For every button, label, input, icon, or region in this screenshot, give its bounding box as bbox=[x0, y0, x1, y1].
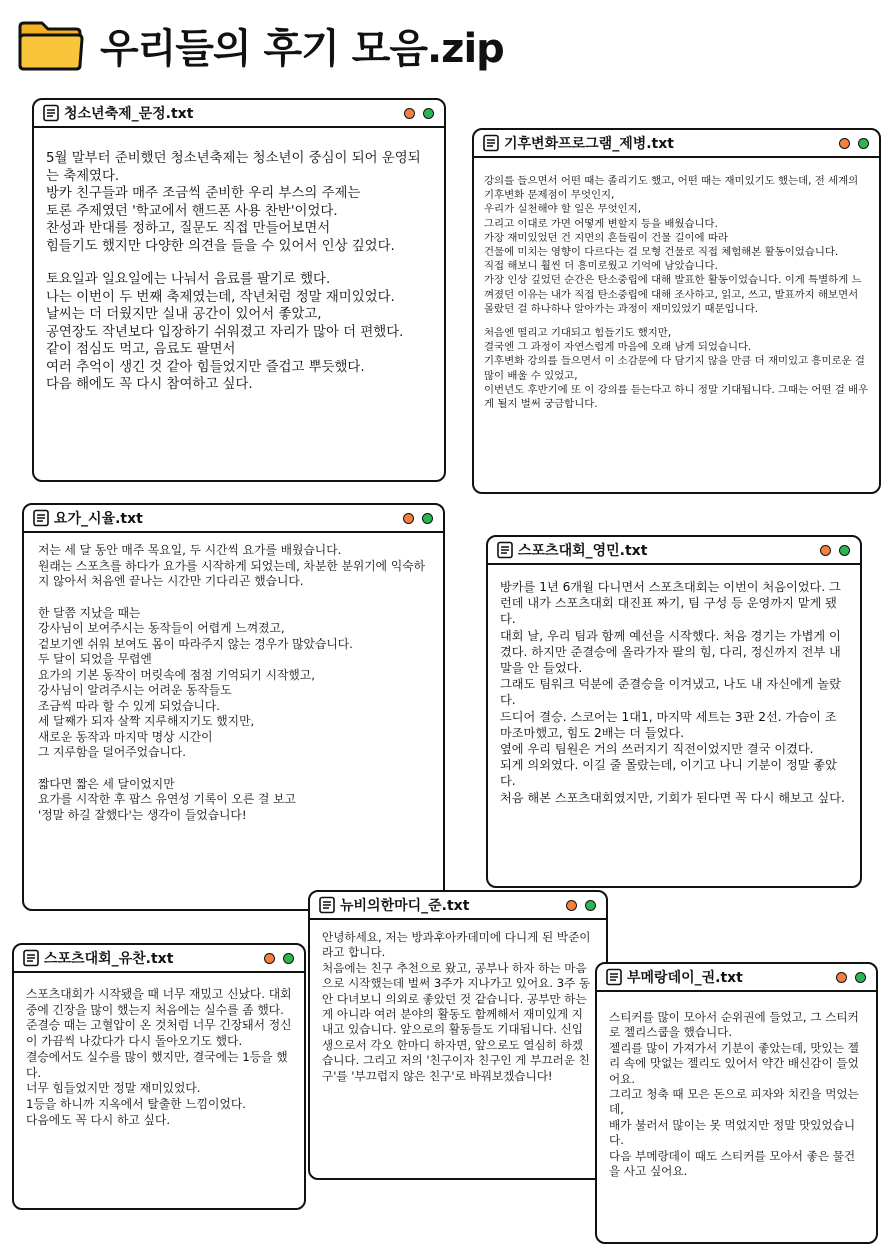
review-window-climate bbox=[472, 128, 881, 494]
maximize-button[interactable] bbox=[423, 108, 434, 119]
minimize-button[interactable] bbox=[404, 108, 415, 119]
window-title: 부메랑데이_권.txt bbox=[627, 970, 743, 986]
window-titlebar bbox=[34, 100, 444, 128]
review-paragraph: 토요일과 일요일에는 나눠서 음료를 팔기로 했다. 나는 이번이 두 번째 축제였는데, 작년처럼 정말 재미있었다. 날씨는 더 더웠지만 실내 공간이 있어서 좋았고, 공연장도 작년보다 입장하기 쉬워졌고 자리가 많아 더 편했다. 같이 점심도 먹고, 음료도 팔면서 여러 추억이 생긴 것 같아 힘들었지만 즐겁고 뿌듯했다. 다음 해에도 꼭 다시 참여하고 싶다. bbox=[46, 272, 404, 392]
review-window-sports-yeongmin bbox=[486, 535, 862, 888]
review-window-boomerang bbox=[595, 962, 878, 1244]
window-titlebar bbox=[24, 505, 443, 533]
window-titlebar bbox=[474, 130, 879, 158]
review-window-sports-yuchan bbox=[12, 943, 306, 1210]
maximize-button[interactable] bbox=[283, 953, 294, 964]
maximize-button[interactable] bbox=[839, 545, 850, 556]
window-title: 요가_시율.txt bbox=[54, 511, 143, 527]
review-paragraph: 짧다면 짧은 세 달이었지만 요가를 시작한 후 팝스 유연성 기록이 오른 걸 보고 '정말 하길 잘했다'는 생각이 들었습니다! bbox=[38, 776, 296, 822]
text-file-icon bbox=[318, 896, 336, 914]
page-header bbox=[16, 14, 504, 76]
window-titlebar bbox=[488, 537, 860, 565]
minimize-button[interactable] bbox=[836, 972, 847, 983]
review-paragraph: 스포츠대회가 시작됐을 때 너무 재밌고 신났다. 대회 중에 긴장을 많이 했는지 처음에는 실수를 좀 했다. 준결승 때는 고혈압이 온 것처럼 너무 긴장돼서 정신이 가끔씩 나갔다가 다시 돌아오기도 했다. 결승에서도 실수를 많이 했지만, 결국에는 1등을 했다. 너무 힘들었지만 정말 재미있었다. 1등을 하니까 지옥에서 탈출한 느낌이었다. 다음에도 꼭 다시 하고 싶다. bbox=[26, 987, 292, 1127]
text-file-icon bbox=[482, 134, 500, 152]
review-window-yoga bbox=[22, 503, 445, 911]
review-window-newbie bbox=[308, 890, 608, 1180]
minimize-button[interactable] bbox=[264, 953, 275, 964]
review-paragraph: 안녕하세요, 저는 방과후아카데미에 다니게 된 박준이라고 합니다. 처음에는 친구 추천으로 왔고, 공부나 하자 하는 마음으로 시작했는데 벌써 3주가 지나가고 있어요. 3주 동안 다녀보니 의외로 좋았던 것 같습니다. 공부만 하는 게 아니라 여러 분야의 활동도 함께해서 재미있게 지내고 있습니다. 앞으로의 활동들도 기대됩니다. 신입생으로서 각오 한마디 하자면, 앞으로도 열심히 하겠습니다. 그리고 저의 '친구이자 친구인 게 부끄러운 친구'를 '부끄럽지 않은 친구'로 바꿔보겠습니다! bbox=[322, 930, 591, 1083]
text-file-icon bbox=[496, 541, 514, 559]
minimize-button[interactable] bbox=[820, 545, 831, 556]
window-title: 스포츠대회_유찬.txt bbox=[44, 951, 174, 967]
review-paragraph: 한 달쯤 지났을 때는 강사님이 보여주시는 동작들이 어렵게 느껴졌고, 겉보기엔 쉬워 보여도 몸이 따라주지 않는 경우가 많았습니다. 두 달이 되었을 무렵엔 요가의 기본 동작이 머릿속에 점점 기억되기 시작했고, 강사님이 알려주시는 어려운 동작들도 조금씩 따라 할 수 있게 되었습니다. 세 달째가 되자 살짝 지루해지기도 했지만, 새로운 동작과 마지막 명상 시간이 그 지루함을 덜어주었습니다. bbox=[38, 605, 353, 759]
window-titlebar bbox=[597, 964, 876, 992]
folder-icon bbox=[16, 17, 86, 73]
text-file-icon bbox=[32, 509, 50, 527]
maximize-button[interactable] bbox=[858, 138, 869, 149]
review-paragraph: 방카를 1년 6개월 다니면서 스포츠대회는 이번이 처음이었다. 그런데 내가 스포츠대회 대진표 짜기, 팀 구성 등 운영까지 맡게 됐다. 대회 날, 우리 팀과 함께 예선을 시작했다. 처음 경기는 가볍게 이겼다. 하지만 준결승에 올라가자 팔의 힘, 다리, 정신까지 전부 내 말을 안 들었다. 그래도 팀워크 덕분에 준결승을 이겨냈고, 나도 내 자신에게 놀랐다. 드디어 결승. 스코어는 1대1, 마지막 세트는 3판 2선. 가슴이 조마조마했고, 힘도 2배는 더 들었다. 옆에 우리 팀원은 거의 쓰러지기 직전이었지만 결국 이겼다. 되게 의외였다. 이길 줄 몰랐는데, 이기고 나니 기분이 정말 좋았다. 처음 해본 스포츠대회였지만, 기회가 된다면 꼭 다시 해보고 싶다. bbox=[500, 580, 845, 805]
text-file-icon bbox=[605, 968, 623, 986]
review-paragraph: 저는 세 달 동안 매주 목요일, 두 시간씩 요가를 배웠습니다. 원래는 스포츠를 하다가 요가를 시작하게 되었는데, 차분한 분위기에 익숙하지 않아서 처음엔 끝나는 시간만 기다리곤 했습니다. bbox=[38, 543, 426, 588]
window-title: 청소년축제_문정.txt bbox=[64, 106, 194, 122]
window-title: 스포츠대회_영민.txt bbox=[518, 543, 648, 559]
maximize-button[interactable] bbox=[422, 513, 433, 524]
window-title: 뉴비의한마디_준.txt bbox=[340, 898, 470, 914]
review-window-festival bbox=[32, 98, 446, 482]
review-paragraph: 강의를 들으면서 어떤 때는 졸리기도 했고, 어떤 때는 재미있기도 했는데, 전 세계의 기후변화 문제점이 무엇인지, 우리가 실천해야 할 일은 무엇인지, 그리고 이대로 가면 어떻게 변할지 등을 배웠습니다. 가장 재미있었던 건 지면의 흔들림이 건물 길이에 따라 건물에 미치는 영향이 다르다는 걸 모형 건물로 직접 체험해본 활동이었습니다. 직접 해보니 훨씬 더 흥미로웠고 기억에 남았습니다. 가장 인상 깊었던 순간은 탄소중립에 대해 발표한 활동이었습니다. 이게 특별하게 느껴졌던 이유는 내가 직접 탄소중립에 대해 조사하고, 읽고, 쓰고, 발표까지 해보면서 몰랐던 걸 하나하나 알아가는 과정이 재미있었기 때문입니다. bbox=[484, 175, 862, 315]
minimize-button[interactable] bbox=[839, 138, 850, 149]
window-titlebar bbox=[310, 892, 606, 920]
maximize-button[interactable] bbox=[585, 900, 596, 911]
page-title: 우리들의 후기 모음.zip bbox=[100, 25, 504, 72]
window-title: 기후변화프로그램_제병.txt bbox=[504, 136, 674, 152]
text-file-icon bbox=[22, 949, 40, 967]
minimize-button[interactable] bbox=[403, 513, 414, 524]
review-paragraph: 스티커를 많이 모아서 순위권에 들었고, 그 스티커로 젤리스쿱을 했습니다. 젤리를 많이 가져가서 기분이 좋았는데, 맛있는 젤리 속에 맛없는 젤리도 있어서 약간 배신감이 들었어요. 그리고 청축 때 모은 돈으로 피자와 치킨을 먹었는데, 배가 불러서 많이는 못 먹었지만 정말 맛있었습니다. 다음 부메랑데이 때도 스티커를 모아서 좋은 물건을 사고 싶어요. bbox=[609, 1010, 859, 1179]
text-file-icon bbox=[42, 104, 60, 122]
window-titlebar bbox=[14, 945, 304, 973]
minimize-button[interactable] bbox=[566, 900, 577, 911]
review-paragraph: 5월 말부터 준비했던 청소년축제는 청소년이 중심이 되어 운영되는 축제였다. 방카 친구들과 매주 조금씩 준비한 우리 부스의 주제는 토론 주제였던 '학교에서 핸드폰 사용 찬반'이었다. 찬성과 반대를 정하고, 질문도 직접 만들어보면서 힘들기도 했지만 다양한 의견을 들을 수 있어서 인상 깊었다. bbox=[46, 151, 421, 254]
maximize-button[interactable] bbox=[855, 972, 866, 983]
review-paragraph: 처음엔 떨리고 기대되고 힘들기도 했지만, 결국엔 그 과정이 자연스럽게 마음에 오래 남게 되었습니다. 기후변화 강의를 들으면서 이 소감문에 다 담기지 않을 만큼 더 재미있고 흥미로운 걸 많이 배울 수 있었고, 이번년도 후반기에 또 이 강의를 듣는다고 하니 정말 기대됩니다. 그때는 어떤 걸 배우게 될지 벌써 궁금합니다. bbox=[484, 327, 869, 411]
